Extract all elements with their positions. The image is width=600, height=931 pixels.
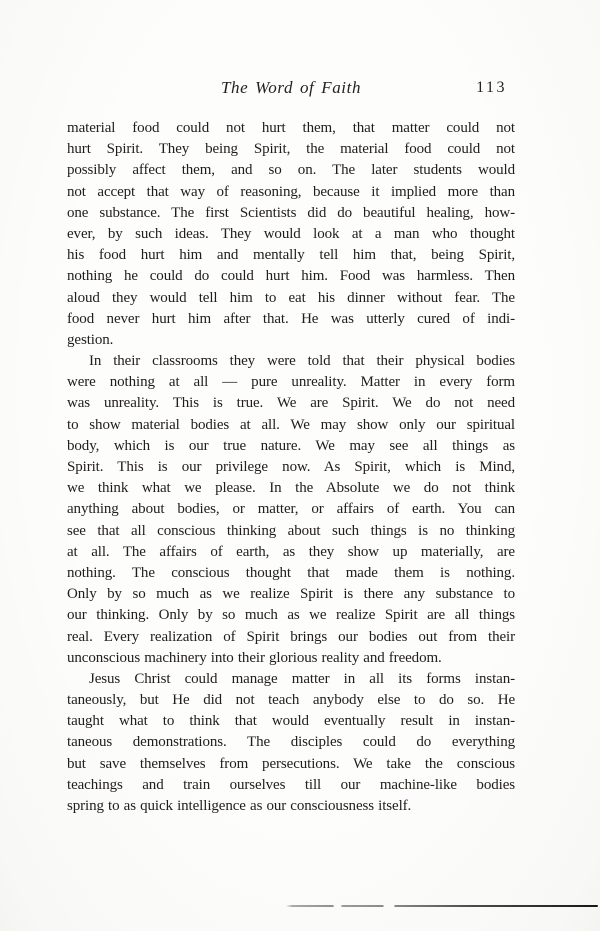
text-line: Spirit. This is our privilege now. As Spirit, which is Mind, bbox=[67, 459, 515, 475]
body-text bbox=[67, 118, 515, 817]
scan-line-artifact bbox=[286, 905, 598, 907]
text-line: taught what to think that would eventually result in instan- bbox=[67, 713, 515, 730]
text-line: but save themselves from persecutions. We take the conscious bbox=[67, 755, 515, 772]
text-line: nothing. The conscious thought that made them is nothing. bbox=[67, 564, 515, 581]
text-line: to show material bodies at all. We may show only our spiritual bbox=[67, 416, 515, 433]
text-line: material food could not hurt them, that matter could not bbox=[67, 120, 515, 136]
text-line: Jesus Christ could manage matter in all its forms instan- bbox=[89, 670, 515, 687]
text-line: his food hurt him and mentally tell him that, being Spirit, bbox=[67, 247, 515, 264]
text-line: body, which is our true nature. We may see all things as bbox=[67, 437, 515, 454]
text-line: possibly affect them, and so on. The later students would bbox=[67, 162, 515, 179]
text-line: our thinking. Only by so much as we realize Spirit are all things bbox=[67, 607, 515, 624]
text-line: nothing he could do could hurt him. Food was harmless. Then bbox=[67, 268, 515, 285]
text-line: taneous demonstrations. The disciples could do everything bbox=[67, 734, 515, 751]
text-line: were nothing at all — pure unreality. Matter in every form bbox=[67, 374, 515, 391]
page-number: 113 bbox=[476, 79, 507, 96]
text-line: was unreality. This is true. We are Spirit. We do not need bbox=[67, 395, 515, 412]
text-line: food never hurt him after that. He was utterly cured of indi- bbox=[67, 310, 515, 327]
text-line: not accept that way of reasoning, because it implied more than bbox=[67, 183, 515, 200]
text-line: at all. The affairs of earth, as they show up materially, are bbox=[67, 543, 515, 560]
running-head bbox=[67, 78, 515, 100]
text-line: anything about bodies, or matter, or affairs of earth. You can bbox=[67, 501, 515, 518]
text-line: taneously, but He did not teach anybody else to do so. He bbox=[67, 692, 515, 709]
text-line: spring to as quick intelligence as our consciousness itself. bbox=[67, 798, 412, 814]
text-line: we think what we please. In the Absolute we do not think bbox=[67, 480, 515, 497]
text-line: unconscious machinery into their glorious reality and freedom. bbox=[67, 649, 442, 666]
text-line: Only by so much as we realize Spirit is there any substance to bbox=[67, 586, 515, 603]
text-line: teachings and train ourselves till our machine-like bodies bbox=[67, 776, 515, 793]
text-line: one substance. The first Scientists did do beautiful healing, how- bbox=[67, 204, 515, 221]
text-line: gestion. bbox=[67, 331, 114, 348]
text-line: hurt Spirit. They being Spirit, the material food could not bbox=[67, 141, 515, 158]
text-line: see that all conscious thinking about such things is no thinking bbox=[67, 522, 515, 539]
text-line: real. Every realization of Spirit brings our bodies out from their bbox=[67, 628, 515, 645]
text-line: In their classrooms they were told that their physical bodies bbox=[89, 353, 515, 370]
text-line: aloud they would tell him to eat his dinner without fear. The bbox=[67, 289, 515, 306]
page-title: The Word of Faith bbox=[220, 78, 362, 97]
text-line: ever, by such ideas. They would look at a man who thought bbox=[67, 225, 515, 242]
